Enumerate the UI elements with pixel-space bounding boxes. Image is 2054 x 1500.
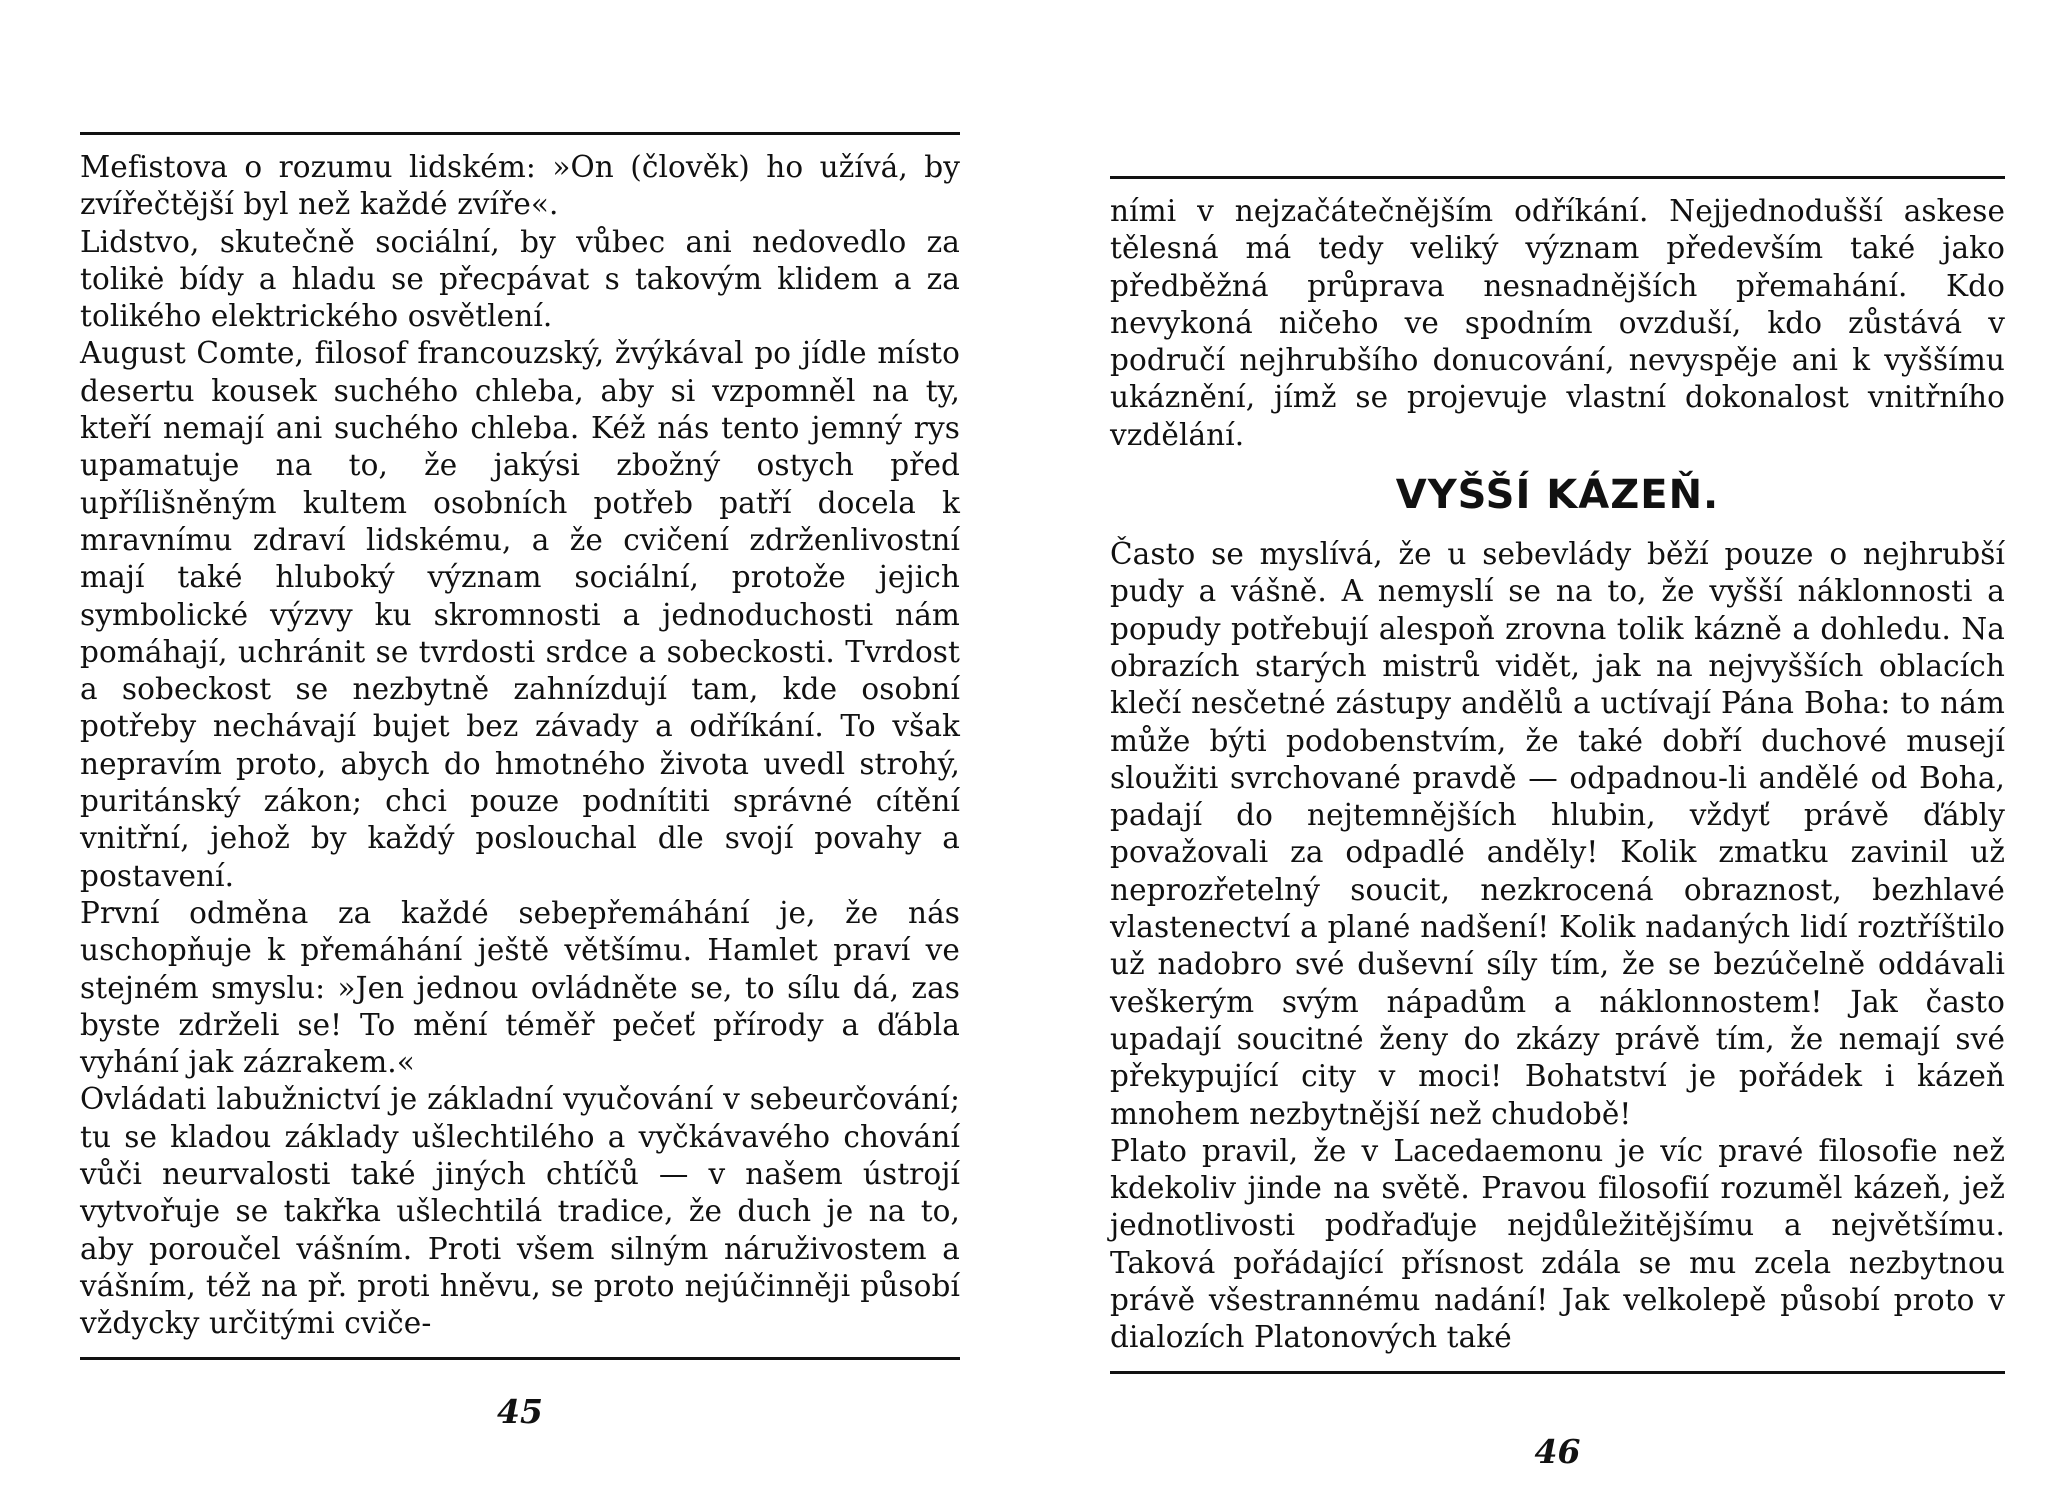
page-number: 46 xyxy=(1534,1431,1581,1471)
paragraph-august-comte: August Comte, filosof francouzský, žvýkával po jídle místo desertu kousek suchého chleba, aby si vzpomněl na ty, kteří nemají ani suchého chleba. Kéž nás tento jemný rys upamatuje na to, že jakýsi zbožný ostych před upřílišněným kultem osobních potřeb patří docela k mravnímu zdraví lidskému, a že cvičení zdrženlivostní mají také hluboký význam sociální, protože jejich symbolické výzvy ku skromnosti a jednoduchosti nám pomáhají, uchránit se tvrdosti srdce a sobeckosti. Tvrdost a sobeckost se nezbytně zahnízdují tam, kde osobní potřeby nechávají bujet bez závady a odříkání. To však nepravím proto, abych do hmotného života uvedl strohý, puritánský zákon; chci pouze podnítiti správné cítění vnitřní, jehož by každý poslouchal dle svojí povahy a postavení. xyxy=(80,336,960,893)
right-page-text xyxy=(1110,179,2005,1357)
left-page xyxy=(80,132,960,1431)
page-number: 45 xyxy=(497,1391,543,1431)
paragraph-ovladati-labuznictvi: Ovládati labužnictví je základní vyučování v sebeurčování; tu se kladou základy ušlechtilého a vyčkávavého chování vůči neurvalosti také jiných chtíčů — v našem ústrojí vytvořuje se takřka ušlechtilá tradice, že duch je na to, aby poroučel vášním. Proti všem silným náruživostem a vášním, též na př. proti hněvu, se proto nejúčinněji působí vždycky určitými cviče- xyxy=(80,1082,960,1341)
bottom-rule xyxy=(80,1357,960,1360)
paragraph-mefisto-quote: Mefistova o rozumu lidském: »On (člověk) ho užívá, by zvířečtější byl než každé zvíře«. xyxy=(80,150,960,222)
bottom-rule xyxy=(1110,1371,2005,1374)
right-page xyxy=(1110,176,2005,1471)
paragraph-lidstvo: Lidstvo, skutečně sociální, by vůbec ani nedovedlo za tolikė bídy a hladu se přecpávat s takovým klidem a za tolikého elektrického osvětlení. xyxy=(80,224,960,334)
paragraph-plato: Plato pravil, že v Lacedaemonu je víc pravé filosofie než kdekoliv jinde na světě. Pravou filosofií rozuměl kázeň, jež jednotlivosti podřaďuje nejdůležitějšímu a největšímu. Taková pořádající přísnost zdála se mu zcela nezbytnou právě všestrannému nadání! Jak velkolepě působí proto v dialozích Platonových také xyxy=(1110,1133,2005,1355)
paragraph-continuation: ními v nejzačátečnějším odříkání. Nejjednodušší askese tělesná má tedy veliký význam především také jako předběžná průprava nesnadnějších přemahání. Kdo nevykoná ničeho ve spodním ovzduší, kdo zůstává v područí nejhrubšího donucování, nevyspěje ani k vyššímu ukáznění, jímž se projevuje vlastní dokonalost vnitřního vzdělání. xyxy=(1110,194,2005,452)
left-page-text xyxy=(80,135,960,1343)
paragraph-prvni-odmena: První odměna za každé sebepřemáhání je, že nás uschopňuje k přemáhání ještě většímu. Hamlet praví ve stejném smyslu: »Jen jednou ovládněte se, to sílu dá, zas byste zdrželi se! To mění téměř pečeť přírody a ďábla vyhání jak zázrakem.« xyxy=(80,895,960,1080)
paragraph-casto-se-myslivá: Často se myslívá, že u sebevlády běží pouze o nejhrubší pudy a vášně. A nemyslí se na to, že vyšší náklonnosti a popudy potřebují alespoň zrovna tolik kázně a dohledu. Na obrazích starých mistrů vidět, jak na nejvyšších oblacích klečí nesčetné zástupy andělů a uctívají Pána Boha: to nám může býti podobenstvím, že také dobří duchové musejí sloužiti svrchované pravdě — odpadnou-li andělé od Boha, padají do nejtemnějších hlubin, vždyť právě ďábly považovali za odpadlé anděly! Kolik zmatku zavinil už neprozřetelný soucit, nezkrocená obraznost, bezhlavé vlastenectví a plané nadšení! Kolik nadaných lidí roztříštilo už nadobro své duševní síly tím, že se bezúčelně oddávali veškerým svým nápadům a náklonnostem! Jak často upadají soucitné ženy do zkázy právě tím, že nemají své překypující city v moci! Bohatství je pořádek i kázeň mnohem nezbytnější než chudobě! xyxy=(1110,537,2005,1131)
section-heading: VYŠŠÍ KÁZEŇ. xyxy=(1395,472,1720,519)
